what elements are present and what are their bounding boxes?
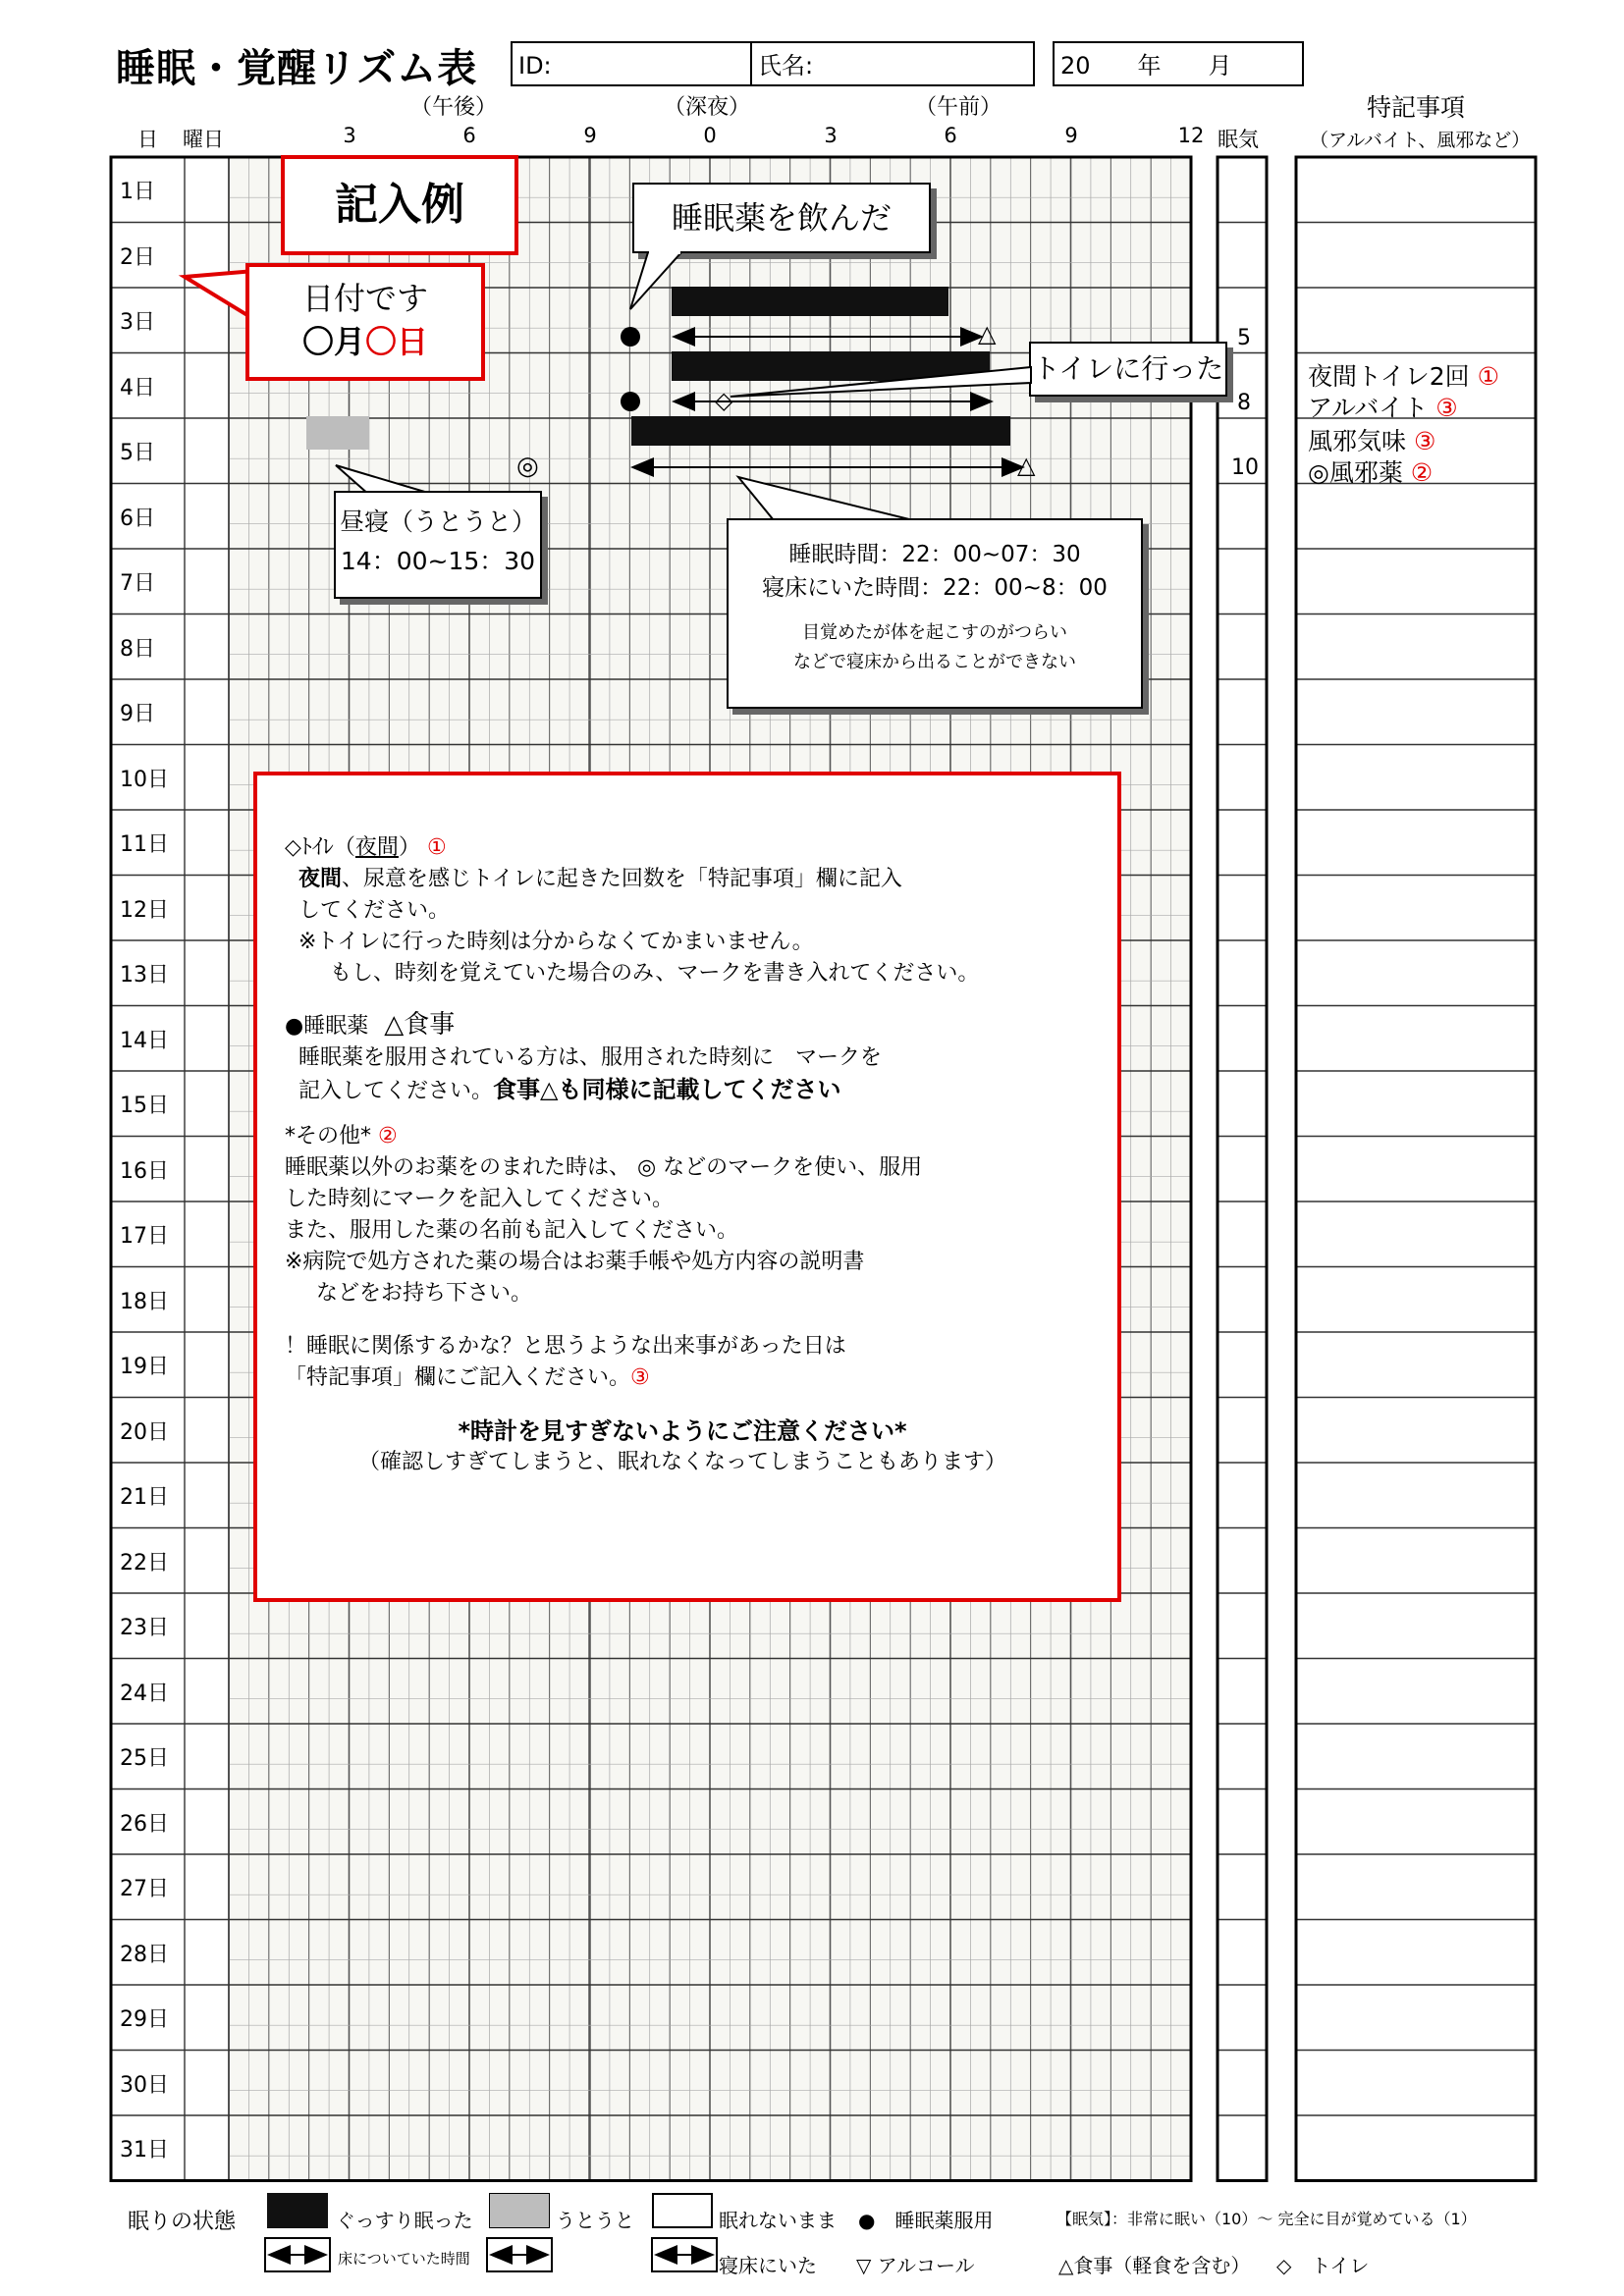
day-label: 29日 bbox=[120, 2007, 169, 2032]
name-field[interactable]: 氏名: bbox=[750, 41, 1035, 86]
other-instruction-line-5: などをお持ち下さい。 bbox=[316, 1281, 533, 1306]
other-instruction-line-2: した時刻にマークを記入してください。 bbox=[285, 1187, 675, 1211]
toilet-instruction-heading bbox=[285, 832, 1080, 864]
day-label: 31日 bbox=[120, 2138, 169, 2163]
day-label: 27日 bbox=[120, 1877, 169, 1901]
hour-tick-6pm: 6 bbox=[462, 124, 476, 147]
example-label: 記入例 bbox=[281, 155, 518, 255]
pill-callout: 睡眠薬を飲んだ bbox=[632, 183, 931, 253]
event-instruction-line-1: ！睡眠に関係するかな？と思うような出来事があった日は bbox=[285, 1334, 846, 1359]
nap-bar-day5 bbox=[306, 416, 369, 450]
hour-tick-0am: 0 bbox=[703, 124, 717, 147]
day-label: 17日 bbox=[120, 1224, 169, 1249]
pill-instruction-line-1: 睡眠薬を服用されている方は、服用された時刻に マークを bbox=[298, 1045, 883, 1070]
note-row-3 bbox=[1308, 422, 1435, 457]
id-field[interactable]: ID: bbox=[511, 41, 752, 86]
day-label: 7日 bbox=[120, 571, 155, 596]
date-callout-title: 日付です bbox=[301, 280, 428, 317]
warning-line-2: （確認しすぎてしまうと、眠れなくなってしまうこともあります） bbox=[357, 1450, 1006, 1474]
other-instruction-line-3: また、服用した薬の名前も記入してください。 bbox=[285, 1218, 739, 1243]
toilet-heading-mark: ① bbox=[426, 835, 447, 860]
legend-floor-time-label: 床についていた時間 bbox=[338, 2250, 470, 2268]
day-label: 21日 bbox=[120, 1485, 169, 1510]
day-label: 2日 bbox=[120, 244, 155, 270]
pill-line-2b: 食事△も同様に記載してください bbox=[493, 1076, 841, 1103]
note-text-4: ◎風邪薬 bbox=[1308, 458, 1403, 487]
toilet-heading-text: ◇ﾄｲﾚ（ bbox=[285, 835, 355, 860]
hour-tick-9am: 9 bbox=[1064, 124, 1078, 147]
day-label: 25日 bbox=[120, 1746, 169, 1771]
period-morning: （午前） bbox=[915, 95, 1002, 120]
day-label: 24日 bbox=[120, 1681, 169, 1706]
instructions-content bbox=[285, 832, 1080, 1478]
day-label: 19日 bbox=[120, 1355, 169, 1379]
legend-toilet-label: ◇ トイレ bbox=[1276, 2254, 1370, 2277]
hour-tick-12pm: 12 bbox=[1177, 124, 1205, 147]
other-instruction-line-1: 睡眠薬以外のお薬をのまれた時は、 ◎ などのマークを使い、服用 bbox=[285, 1155, 923, 1180]
pill-instruction-line-2 bbox=[285, 1074, 1080, 1107]
note-mark-3: ③ bbox=[1413, 427, 1436, 455]
legend-alcohol-label: ▽ アルコール bbox=[856, 2254, 975, 2277]
day-label: 10日 bbox=[120, 767, 169, 792]
event-instruction-line-2 bbox=[285, 1362, 1080, 1394]
legend-awake-label: 眠れないまま bbox=[719, 2209, 837, 2232]
legend-in-bed-arrow bbox=[650, 2236, 721, 2275]
day-label: 30日 bbox=[120, 2072, 169, 2098]
hour-tick-3pm: 3 bbox=[343, 124, 356, 147]
nap-callout-title: 昼寝（うとうと） bbox=[339, 507, 536, 536]
hour-tick-6am: 6 bbox=[944, 124, 957, 147]
day-label: 4日 bbox=[120, 375, 155, 400]
sleepiness-day5: 10 bbox=[1231, 455, 1259, 480]
day-label: 9日 bbox=[120, 702, 155, 726]
legend-deep-label: ぐっすり眠った bbox=[336, 2209, 473, 2232]
period-afternoon: （午後） bbox=[410, 95, 498, 120]
weekday-column-header: 曜日 bbox=[183, 128, 224, 151]
legend-meal-label: △食事（軽食を含む） bbox=[1058, 2254, 1251, 2277]
pill-heading-text: ●睡眠薬 bbox=[285, 1014, 369, 1039]
sleep-callout bbox=[727, 518, 1143, 709]
day-label: 6日 bbox=[120, 506, 155, 531]
legend-title: 眠りの状態 bbox=[128, 2210, 237, 2234]
day-label: 23日 bbox=[120, 1616, 169, 1640]
sleepiness-column-header: 眠気 bbox=[1218, 128, 1259, 151]
pill-line-2a: 記入してください。 bbox=[298, 1079, 494, 1103]
toilet-heading-underline: 夜間 bbox=[354, 835, 399, 860]
note-row-1 bbox=[1308, 357, 1499, 393]
toilet-heading-end: ） bbox=[398, 835, 420, 860]
date-callout-day: 〇日 bbox=[365, 323, 429, 360]
day-label: 20日 bbox=[120, 1419, 169, 1445]
note-row-2 bbox=[1308, 389, 1458, 424]
warning-line-1: *時計を見すぎないようにご注意ください* bbox=[458, 1417, 907, 1445]
legend-deep-swatch bbox=[267, 2193, 328, 2228]
page-title: 睡眠・覚醒リズム表 bbox=[116, 46, 478, 91]
toilet-line-1-text: 、尿意を感じトイレに起きた回数を「特記事項」欄に記入 bbox=[342, 867, 902, 891]
sleep-callout-pointer bbox=[727, 473, 923, 522]
toilet-instruction-line-1 bbox=[285, 864, 1080, 895]
day-label: 13日 bbox=[120, 963, 169, 988]
sleepiness-day3: 5 bbox=[1237, 326, 1251, 350]
day-label: 1日 bbox=[120, 180, 155, 204]
note-text-1: 夜間トイレ2回 bbox=[1308, 362, 1470, 391]
other-instruction-line-4: ※病院で処方された薬の場合はお薬手帳や処方内容の説明書 bbox=[285, 1250, 865, 1274]
event-line-2-text: 「特記事項」欄にご記入ください。 bbox=[285, 1365, 631, 1390]
other-instruction-heading bbox=[285, 1121, 1080, 1152]
year-month-field[interactable]: 20 年 月 bbox=[1053, 41, 1304, 86]
day-label: 5日 bbox=[120, 441, 155, 465]
note-mark-1: ① bbox=[1477, 362, 1500, 391]
note-mark-2: ③ bbox=[1435, 394, 1458, 422]
toilet-line-1-bold: 夜間 bbox=[298, 867, 343, 891]
notes-subtitle: （アルバイト、風邪など） bbox=[1310, 130, 1531, 151]
date-callout-month: 〇月 bbox=[301, 323, 365, 360]
legend-sleepiness-scale: 【眠気】：非常に眠い（10）～ 完全に目が覚めている（1） bbox=[1056, 2210, 1477, 2228]
meal-heading-text: △食事 bbox=[384, 1010, 456, 1040]
day-label: 18日 bbox=[120, 1289, 169, 1314]
sleep-callout-sleep-time: 睡眠時間：22：00~07：30 bbox=[788, 542, 1081, 567]
day-column-header: 日 bbox=[137, 128, 158, 151]
meal-marker-day5: △ bbox=[1017, 452, 1036, 479]
note-text-2: アルバイト bbox=[1308, 394, 1429, 422]
legend-awake-swatch bbox=[652, 2193, 713, 2228]
day-label: 28日 bbox=[120, 1942, 169, 1967]
day-label: 15日 bbox=[120, 1094, 169, 1118]
notes-title: 特記事項 bbox=[1367, 93, 1466, 122]
nap-callout-time: 14：00~15：30 bbox=[340, 547, 536, 575]
toilet-instruction-line-3: ※トイレに行った時刻は分からなくてかまいません。 bbox=[298, 930, 814, 954]
pill-instruction-heading bbox=[285, 1009, 1080, 1042]
other-heading-text: *その他* bbox=[285, 1124, 372, 1148]
note-row-4 bbox=[1308, 454, 1433, 489]
sleep-callout-note-2: などで寝床から出ることができない bbox=[793, 652, 1076, 672]
note-mark-4: ② bbox=[1410, 458, 1434, 487]
day-label: 22日 bbox=[120, 1550, 169, 1575]
day-label: 8日 bbox=[120, 636, 155, 662]
legend-doze-swatch bbox=[489, 2193, 550, 2228]
toilet-instruction-line-4: もし、時刻を覚えていた場合のみ、マークを書き入れてください。 bbox=[330, 961, 980, 986]
sleepiness-day4: 8 bbox=[1237, 391, 1251, 415]
note-text-3: 風邪気味 bbox=[1308, 427, 1407, 455]
day-label: 26日 bbox=[120, 1811, 169, 1837]
hour-tick-3am: 3 bbox=[824, 124, 838, 147]
hour-tick-9pm: 9 bbox=[583, 124, 597, 147]
day-label: 12日 bbox=[120, 897, 169, 923]
period-midnight: （深夜） bbox=[664, 95, 751, 120]
sleep-callout-note-1: 目覚めたが体を起こすのがつらい bbox=[802, 622, 1067, 643]
day-label: 14日 bbox=[120, 1028, 169, 1053]
legend-doze-label: うとうと bbox=[556, 2209, 634, 2232]
legend-pill-label: ● 睡眠薬服用 bbox=[858, 2209, 994, 2232]
toilet-marker-day4: ◇ bbox=[715, 387, 733, 414]
toilet-instruction-line-2: してください。 bbox=[298, 898, 451, 923]
instructions-box bbox=[253, 772, 1121, 1602]
day-label: 11日 bbox=[120, 832, 169, 857]
sleep-callout-in-bed-time: 寝床にいた時間：22：00~8：00 bbox=[762, 575, 1108, 601]
nap-callout bbox=[334, 491, 542, 599]
legend-in-bed-label: 寝床にいた bbox=[719, 2254, 817, 2277]
meal-marker-day3: △ bbox=[978, 320, 997, 347]
medicine-marker-day5: ◎ bbox=[516, 452, 539, 481]
day-label: 3日 bbox=[120, 310, 155, 335]
day-label: 16日 bbox=[120, 1158, 169, 1184]
event-line-2-mark: ③ bbox=[630, 1365, 650, 1390]
toilet-callout-pointer bbox=[727, 363, 1033, 402]
toilet-callout: トイレに行った bbox=[1029, 342, 1227, 397]
other-heading-mark: ② bbox=[378, 1124, 398, 1148]
